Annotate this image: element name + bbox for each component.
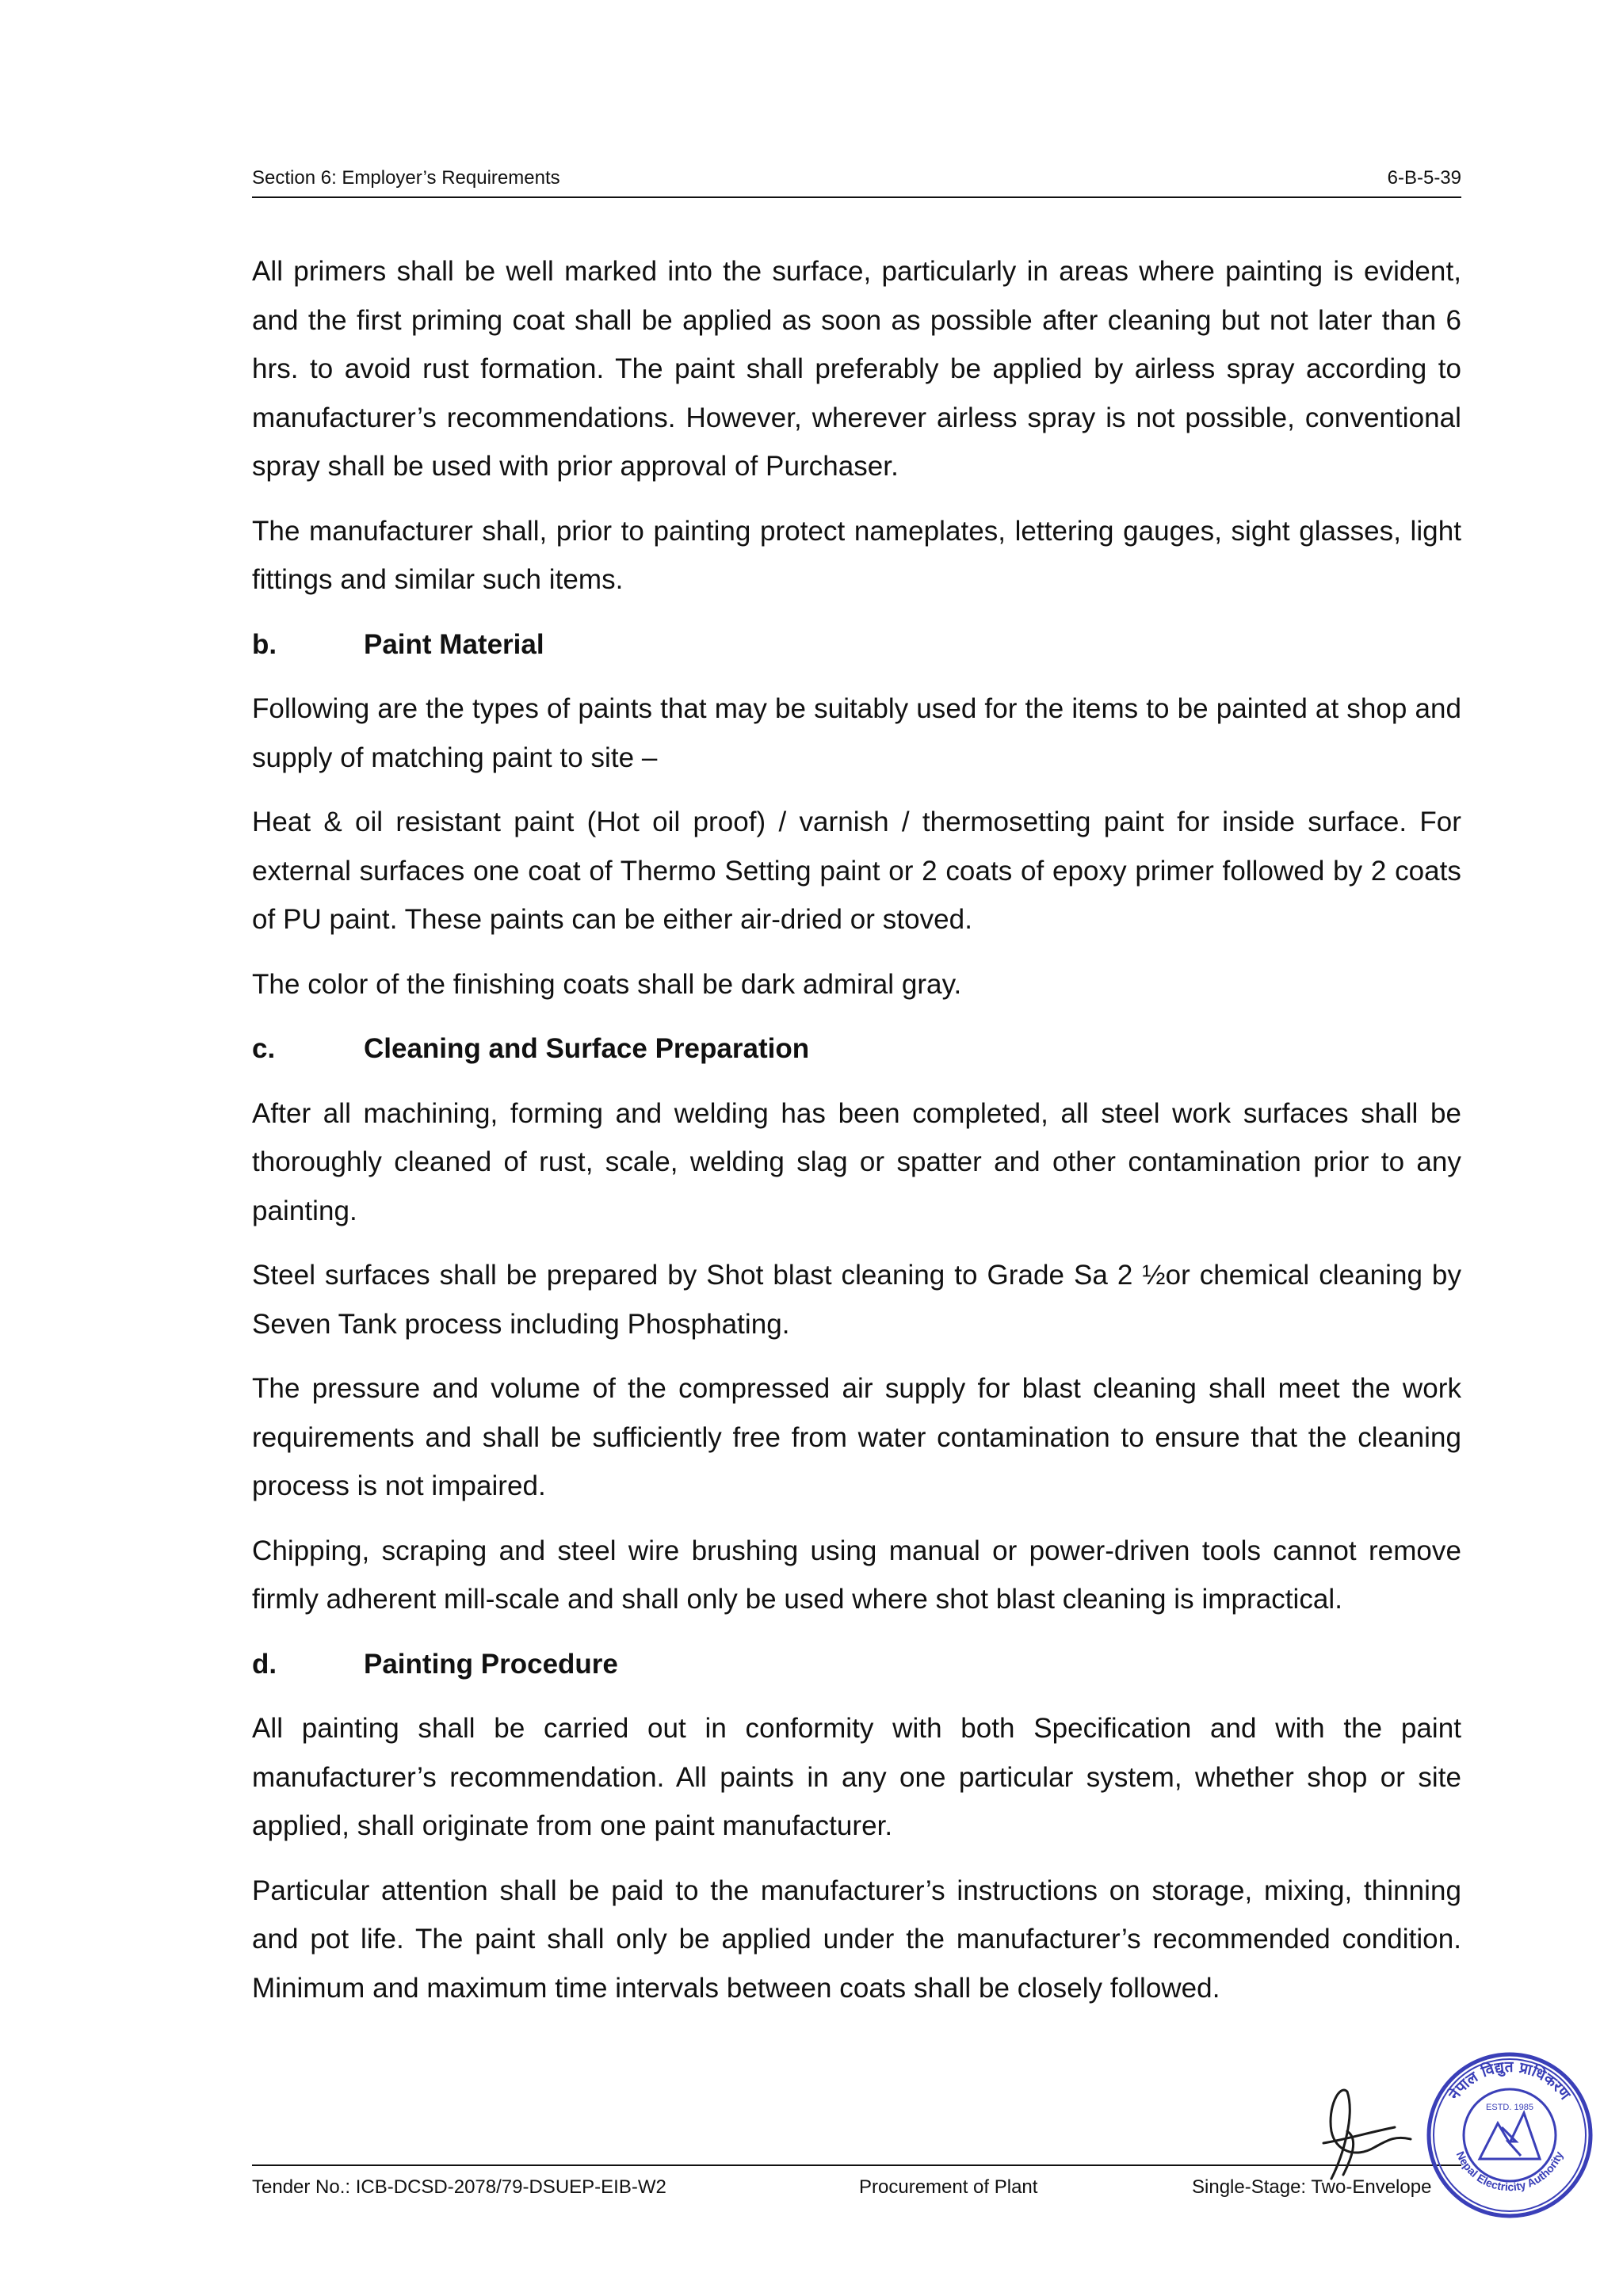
svg-text:Nepal Electricity Authority (1454, 2149, 1566, 2193)
paragraph-heat-oil: Heat & oil resistant paint (Hot oil proof) / varnish / thermosetting paint for inside surface. For external surfaces one coat of Thermo Setting paint or 2 coats of epoxy primer followed by 2 coats of PU paint. These paints can be either air-dried or stoved. (252, 807, 1461, 935)
stage-type: Single-Stage: Two-Envelope (1192, 2176, 1432, 2198)
procurement-type: Procurement of Plant (859, 2176, 1038, 2198)
heading-number: b. (252, 628, 277, 660)
heading-paint-material (252, 620, 1461, 669)
running-header (252, 165, 1461, 198)
page-number: 6-B-5-39 (1387, 167, 1461, 189)
paragraph-chipping: Chipping, scraping and steel wire brushing using manual or power-driven tools cannot remove firmly adherent mill-scale and shall only be used where shot blast cleaning is impractical. (252, 1535, 1461, 1615)
paragraph-primers: All primers shall be well marked into the surface, particularly in areas where painting is evident, and the first priming coat shall be applied as soon as possible after cleaning but not later than 6 hrs. to avoid rust formation. The paint shall preferably be applied by airless spray according to manufacturer’s recommendations. However, wherever airless spray is not possible, conventional spray shall be used with prior approval of Purchaser. (252, 256, 1461, 482)
authority-seal-stamp (1423, 2048, 1597, 2222)
heading-title: Cleaning and Surface Preparation (364, 1033, 810, 1064)
paragraph-steel-surfaces: Steel surfaces shall be prepared by Shot blast cleaning to Grade Sa 2 ½or chemical cleaning by Seven Tank process including Phosphating. (252, 1260, 1461, 1340)
tender-number: Tender No.: ICB-DCSD-2078/79-DSUEP-EIB-W2 (252, 2176, 666, 2198)
heading-title: Painting Procedure (364, 1648, 618, 1680)
paragraph-nameplates: The manufacturer shall, prior to painting protect nameplates, lettering gauges, sight glasses, light fittings and similar such items. (252, 515, 1461, 595)
heading-cleaning (252, 1024, 1461, 1074)
heading-number: d. (252, 1648, 277, 1680)
heading-painting-procedure (252, 1640, 1461, 1689)
paragraph-attention: Particular attention shall be paid to the manufacturer’s instructions on storage, mixing, thinning and pot life. The paint shall only be applied under the manufacturer’s recommended condition. Minimum and maximum time intervals between coats shall be closely followed. (252, 1875, 1461, 2004)
seal-estd: ESTD. 1985 (1486, 2103, 1533, 2112)
paragraph-paint-types: Following are the types of paints that may be suitably used for the items to be painted at shop and supply of matching paint to site – (252, 693, 1461, 773)
svg-text:नेपाल विद्युत प्राधिकरण (1445, 2058, 1575, 2104)
handwritten-signature (1300, 2084, 1419, 2195)
paragraph-conformity: All painting shall be carried out in conformity with both Specification and with the paint manufacturer’s recommendation. All paints in any one particular system, whether shop or site applied, shall originate from one paint manufacturer. (252, 1713, 1461, 1841)
heading-title: Paint Material (364, 628, 544, 660)
running-footer (252, 2164, 1461, 2206)
paragraph-color: The color of the finishing coats shall be dark admiral gray. (252, 968, 962, 1000)
document-body (252, 247, 1461, 2028)
seal-outer-text: नेपाल विद्युत प्राधिकरण (1445, 2058, 1574, 2103)
seal-inner-text: Nepal Electricity Authority (1453, 2149, 1566, 2194)
section-title: Section 6: Employer’s Requirements (252, 167, 560, 189)
paragraph-machining: After all machining, forming and welding has been completed, all steel work surfaces shall be thoroughly cleaned of rust, scale, welding slag or spatter and other contamination prior to any painting. (252, 1097, 1461, 1226)
heading-number: c. (252, 1033, 276, 1064)
paragraph-compressed-air: The pressure and volume of the compressed air supply for blast cleaning shall meet the work requirements and shall be sufficiently free from water contamination to ensure that the cleaning process is not impaired. (252, 1373, 1461, 1501)
